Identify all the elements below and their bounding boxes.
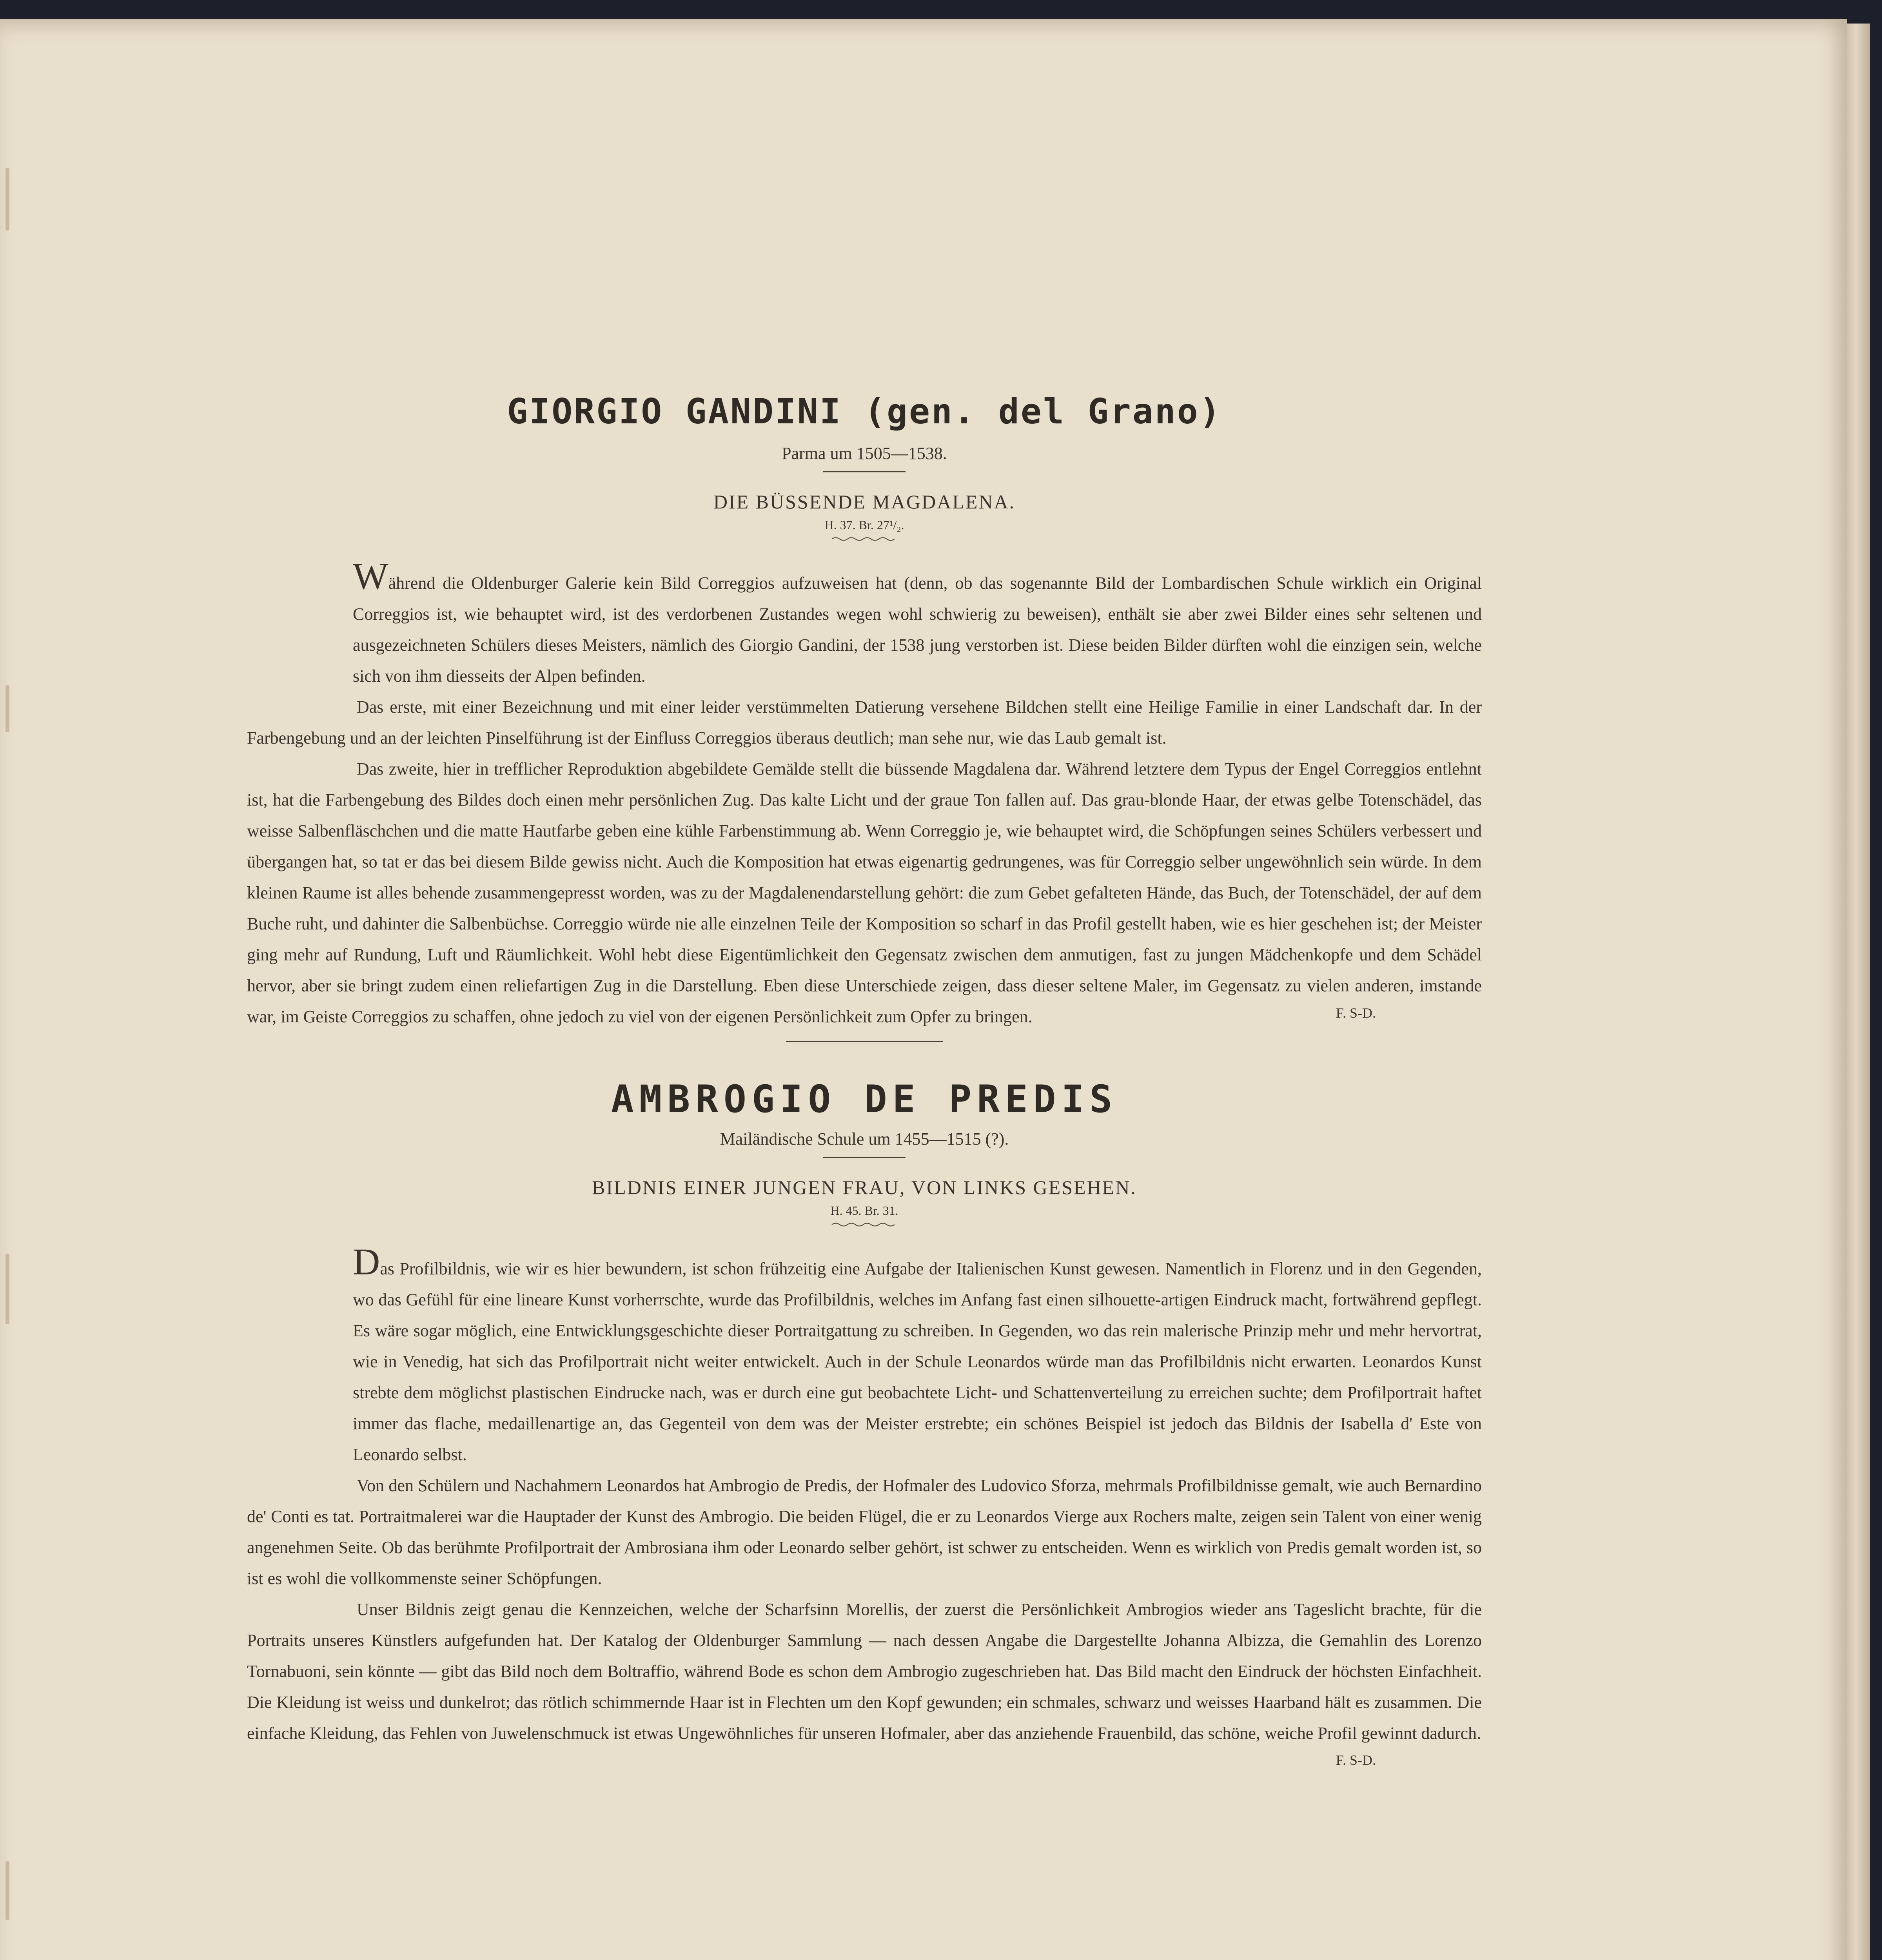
paragraph-text: as Profilbildnis, wie wir es hier bewundern, ist schon frühzeitig eine Aufgabe der Italienischen Kunst gewesen. Namentlich in Florenz und in den Gegenden, wo das Gefühl für eine lineare Kunst vorherrschte, wurde das Profilbildnis, welches im Anfang fast einen silhouette-artigen Eindruck macht, fortwährend gepflegt. Es wäre sogar möglich, eine Entwicklungsgeschichte dieser Portraitgattung zu schreiben. In Gegenden, wo das rein malerische Prinzip mehr und mehr hervortrat, wie in Venedig, hat sich das Profilportrait nicht weiter entwickelt. Auch in der Schule Leonardos würde man das Profilbildnis nicht erwarten. Leonardos Kunst strebte dem möglichst plastischen Eindrucke nach, was er durch eine gut beobachtete Licht- und Schattenverteilung zu erreichen suchte; dem Profilportrait haftet immer das flache, medaillenartige an, das Gegenteil von dem was der Meister erstrebte; ein schönes Beispiel ist jedoch das Bildnis der Isabella d' Este von Leonardo selbst. xyxy=(353,1259,1482,1464)
drop-cap: W xyxy=(353,555,388,597)
author-signature: F. S-D. xyxy=(1336,1005,1376,1021)
page-content xyxy=(247,391,1482,1768)
divider xyxy=(823,471,906,472)
work-dimensions-magdalena: H. 37. Br. 27¹/₂. xyxy=(824,518,904,532)
work-title-bildnis: BILDNIS EINER JUNGEN FRAU, VON LINKS GESEHEN. xyxy=(592,1176,1137,1198)
paragraph: Das zweite, hier in trefflicher Reproduktion abgebildete Gemälde stellt die büssende Magdalena dar. Während letztere dem Typus der Engel Correggios entlehnt ist, hat die Farbengebung des Bildes doch einen mehr persönlichen Zug. Das kalte Licht und der graue Ton fallen auf. Das grau-blonde Haar, der etwas gelbe Totenschädel, das weisse Salbenfläschchen und die matte Hautfarbe geben eine kühle Farbenstimmung ab. Wenn Correggio je, wie behauptet wird, die Schöpfungen seines Schülers verbessert und übergangen hat, so tat er das bei diesem Bilde gewiss nicht. Auch die Komposition hat etwas eigenartig gedrungenes, was für Correggio selber ungewöhnlich sein würde. In dem kleinen Raume ist alles behende zusammengepresst worden, was zu der Magdalenendarstellung gehört: die zum Gebet gefalteten Hände, das Buch, der Totenschädel, der auf dem Buche ruht, und dahinter die Salbenbüchse. Correggio würde nie alle einzelnen Teile der Komposition so scharf in das Profil gestellt haben, wie es hier geschehen ist; der Meister ging mehr auf Rundung, Luft und Räumlichkeit. Wohl hebt diese Eigentümlichkeit den Gegensatz zwischen dem anmutigen, fast zu jungen Mädchenkopfe und dem Schädel hervor, aber sie bringt zudem einen reliefartigen Zug in die Darstellung. Eben diese Unterschiede zeigen, dass dieser seltene Maler, im Gegensatz zu vielen anderen, imstande war, im Geiste Correggios zu schaffen, ohne jedoch zu viel von der eigenen Persönlichkeit zum Opfer zu bringen. xyxy=(247,759,1482,1026)
artist-place-dates-gandini: Parma um 1505—1538. xyxy=(782,444,947,463)
drop-cap: D xyxy=(353,1241,380,1283)
paragraph: Das erste, mit einer Bezeichnung und mit einer leider verstümmelten Datierung versehene Bildchen stellt eine Heilige Familie in einer Landschaft dar. In der Farbengebung und an der leichten Pinselführung ist der Einfluss Correggios überaus deutlich; man sehe nur, wie das Laub gemalt ist. xyxy=(247,697,1482,748)
page-edge xyxy=(1847,24,1870,1960)
binding-mark xyxy=(5,168,9,230)
artist-place-dates-predis: Mailändische Schule um 1455—1515 (?). xyxy=(720,1129,1009,1149)
binding-mark xyxy=(5,1861,9,1920)
work-title-magdalena: DIE BÜSSENDE MAGDALENA. xyxy=(713,491,1016,513)
divider xyxy=(823,1157,906,1158)
ornament-wave xyxy=(831,536,898,542)
binding-mark xyxy=(5,1254,9,1324)
ornament-wave xyxy=(831,1222,898,1227)
paragraph-text: ährend die Oldenburger Galerie kein Bild Correggios aufzuweisen hat (denn, ob das sogenannte Bild der Lombardischen Schule wirklich ein Original Correggios ist, wie behauptet wird, ist des verdorbenen Zustandes wegen wohl schwierig zu beweisen), enthält sie aber zwei Bilder eines sehr seltenen und ausgezeichneten Schülers dieses Meisters, nämlich des Giorgio Gandini, der 1538 jung verstorben ist. Diese beiden Bilder dürften wohl die einzigen sein, welche sich von ihm diesseits der Alpen befinden. xyxy=(353,573,1482,686)
paragraph xyxy=(247,555,1482,691)
paragraph: Unser Bildnis zeigt genau die Kennzeichen, welche der Scharfsinn Morellis, der zuerst die Persönlichkeit Ambrogios wieder ans Tageslicht brachte, für die Portraits unseres Künstlers aufgefunden hat. Der Katalog der Oldenburger Sammlung — nach dessen Angabe die Dargestellte Johanna Albizza, die Gemahlin des Lorenzo Tornabuoni, sein könnte — gibt das Bild noch dem Boltraffio, während Bode es schon dem Ambrogio zugeschrieben hat. Das Bild macht den Eindruck der höchsten Einfachheit. Die Kleidung ist weiss und dunkelrot; das rötlich schimmernde Haar ist in Flechten um den Kopf gewunden; ein schmales, schwarz und weisses Haarband hält es zusammen. Die einfache Kleidung, das Fehlen von Juwelenschmuck ist etwas Ungewöhnliches für unseren Hofmaler, aber das anziehende Frauenbild, das schöne, weiche Profil gewinnt dadurch. xyxy=(247,1600,1482,1743)
artist-heading-predis: AMBROGIO DE PREDIS xyxy=(611,1077,1118,1121)
section-divider xyxy=(786,1041,943,1042)
work-dimensions-bildnis: H. 45. Br. 31. xyxy=(830,1203,898,1218)
paragraph xyxy=(247,1241,1482,1470)
author-signature: F. S-D. xyxy=(1336,1752,1376,1768)
binding-mark xyxy=(5,685,9,732)
artist-heading-gandini: GIORGIO GANDINI (gen. del Grano) xyxy=(507,391,1222,432)
document-page xyxy=(0,19,1847,1960)
paragraph: Von den Schülern und Nachahmern Leonardos hat Ambrogio de Predis, der Hofmaler des Ludovico Sforza, mehrmals Profilbildnisse gemalt, wie auch Bernardino de' Conti es tat. Portraitmalerei war die Hauptader der Kunst des Ambrogio. Die beiden Flügel, die er zu Leonardos Vierge aux Rochers malte, zeigen sein Talent von einer wenig angenehmen Seite. Ob das berühmte Profilportrait der Ambrosiana ihm oder Leonardo selber gehört, ist schwer zu entscheiden. Wenn es wirklich von Predis gemalt worden ist, so ist es wohl die vollkommenste seiner Schöpfungen. xyxy=(247,1476,1482,1588)
